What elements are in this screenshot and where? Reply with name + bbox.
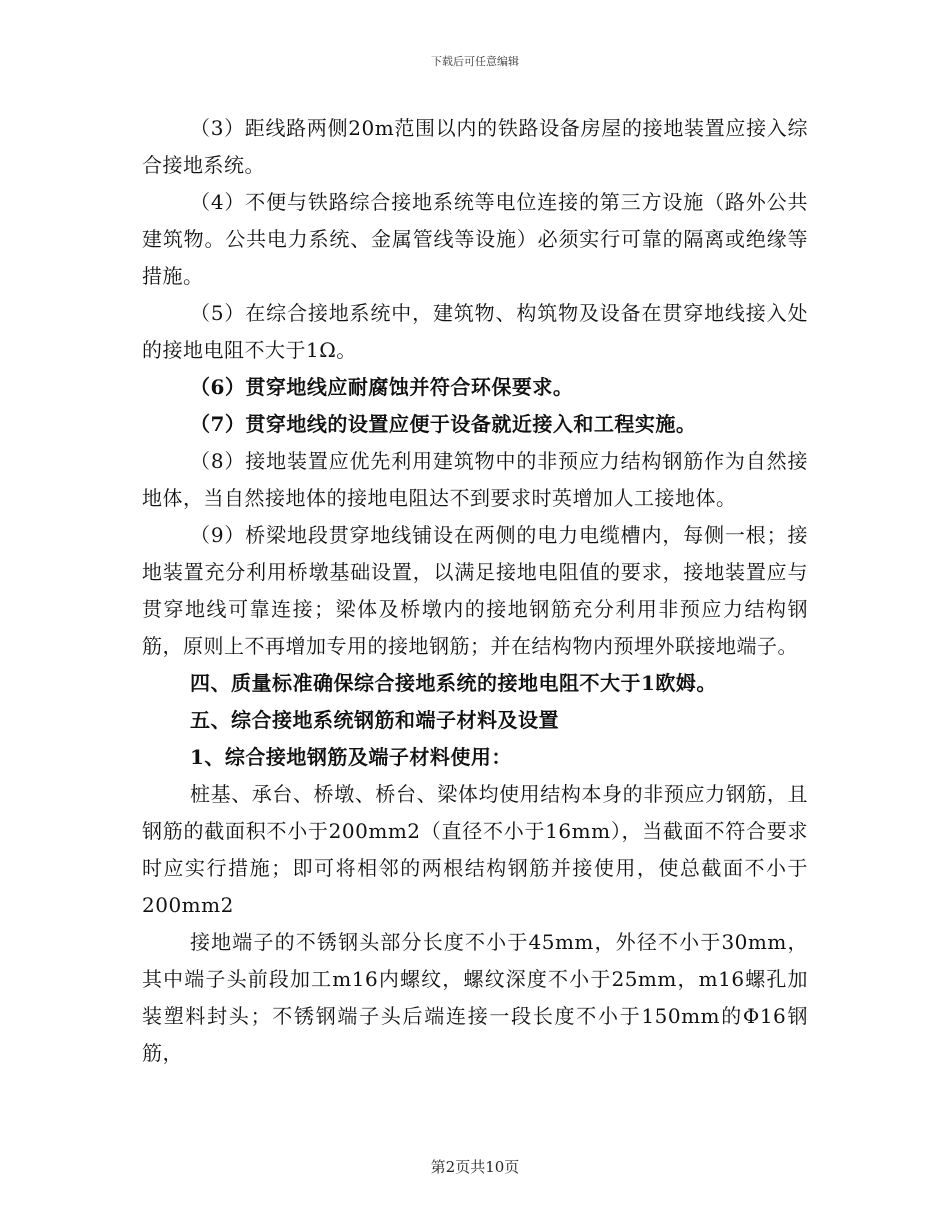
section-heading-quality: 四、质量标准确保综合接地系统的接地电阻不大于1欧姆。 xyxy=(190,671,717,695)
paragraph-item-8: （8）接地装置应优先利用建筑物中的非预应力结构钢筋作为自然接地体，当自然接地体的接地电阻达不到要求时英增加人工接地体。 xyxy=(142,449,808,510)
paragraph-item-7: （7）贯穿地线的设置应便于设备就近接入和工程实施。 xyxy=(190,412,697,436)
subsection-heading-materials-use: 1、综合接地钢筋及端子材料使用： xyxy=(190,745,512,769)
paragraph-item-9: （9）桥梁地段贯穿地线铺设在两侧的电力电缆槽内，每侧一根；接地装置充分利用桥墩基础设置，以满足接地电阻值的要求，接地装置应与贯穿地线可靠连接；梁体及桥墩内的接地钢筋充分利用非预应力结构钢筋，原则上不再增加专用的接地钢筋；并在结构物内预埋外联接地端子。 xyxy=(142,523,808,658)
paragraph-terminal: 接地端子的不锈钢头部分长度不小于45mm，外径不小于30mm，其中端子头前段加工m16内螺纹，螺纹深度不小于25mm，m16螺孔加装塑料封头；不锈钢端子头后端连接一段长度不小于150mm的Φ16钢筋， xyxy=(142,930,808,1065)
section-heading-materials: 五、综合接地系统钢筋和端子材料及设置 xyxy=(190,708,559,732)
paragraph-rebar: 桩基、承台、桥墩、桥台、梁体均使用结构本身的非预应力钢筋，且钢筋的截面积不小于200mm2（直径不小于16mm），当截面不符合要求时应实行措施；即可将相邻的两根结构钢筋并接使用，使总截面不小于200mm2 xyxy=(142,782,808,917)
page-header: 下载后可任意编辑 xyxy=(431,55,519,68)
paragraph-item-6: （6）贯穿地线应耐腐蚀并符合环保要求。 xyxy=(190,375,574,399)
document-body xyxy=(142,110,808,1072)
paragraph-item-3: （3）距线路两侧20m范围以内的铁路设备房屋的接地装置应接入综合接地系统。 xyxy=(142,116,808,177)
paragraph-item-5: （5）在综合接地系统中，建筑物、构筑物及设备在贯穿地线接入处的接地电阻不大于1Ω。 xyxy=(142,301,808,362)
paragraph-item-4: （4）不便与铁路综合接地系统等电位连接的第三方设施（路外公共建筑物。公共电力系统、金属管线等设施）必须实行可靠的隔离或绝缘等措施。 xyxy=(142,190,808,288)
page-footer: 第2页共10页 xyxy=(430,1158,520,1176)
